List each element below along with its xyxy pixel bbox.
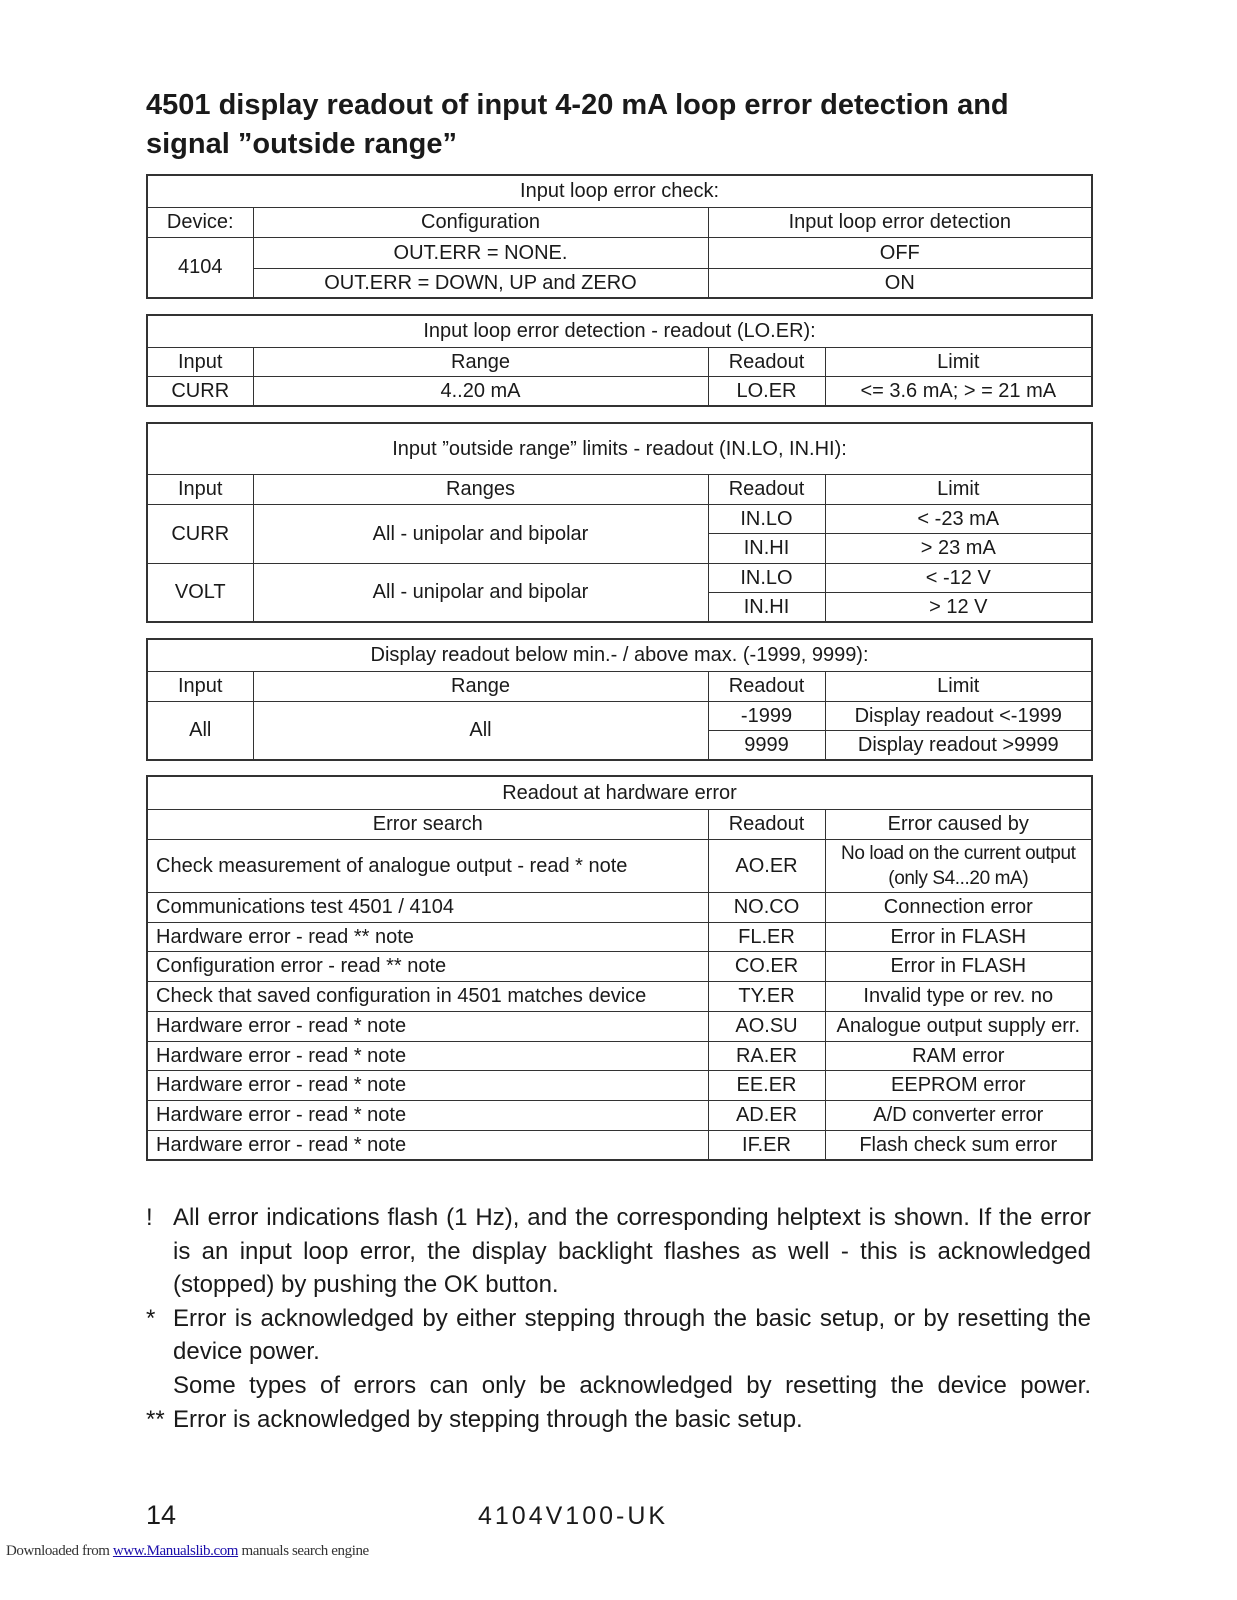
column-header: Input loop error detection [708,207,1092,237]
column-header: Input [147,671,253,701]
cause-cell: Connection error [825,892,1092,922]
table-row [147,951,1092,981]
notes-section [146,1201,1091,1436]
readout-cell: EE.ER [708,1070,825,1100]
download-notice [6,1543,369,1560]
table-caption: Input loop error check: [147,175,1092,207]
column-header: Input [147,474,253,504]
outside-range-table [146,422,1093,623]
note-mark: * [146,1304,156,1332]
detection-cell: OFF [708,237,1092,268]
table-caption: Input ”outside range” limits - readout (IN.LO, IN.HI): [147,423,1092,474]
readout-cell: RA.ER [708,1041,825,1070]
error-search-cell: Hardware error - read * note [147,1011,708,1041]
readout-cell: 9999 [708,730,825,760]
loop-error-readout-table [146,314,1093,407]
table-row [147,981,1092,1011]
column-header: Readout [708,671,825,701]
column-header: Readout [708,347,825,376]
limit-cell: < -12 V [825,563,1092,592]
readout-cell: IN.LO [708,504,825,533]
cause-cell: No load on the current output (only S4...20 mA) [825,839,1092,892]
limit-cell: > 23 mA [825,533,1092,563]
column-header: Readout [708,809,825,839]
readout-cell: IN.LO [708,563,825,592]
column-header: Limit [825,474,1092,504]
error-search-cell: Configuration error - read ** note [147,951,708,981]
column-header: Readout [708,474,825,504]
download-prefix: Downloaded from [6,1543,110,1559]
table-row [147,839,1092,892]
cause-cell: Error in FLASH [825,951,1092,981]
readout-cell: IN.HI [708,592,825,622]
table-row [147,1130,1092,1160]
page-title: 4501 display readout of input 4-20 mA loop error detection and signal ”outside range” [146,89,1009,160]
column-header: Limit [825,671,1092,701]
error-search-cell: Hardware error - read * note [147,1041,708,1070]
column-header: Range [253,347,708,376]
readout-cell: CO.ER [708,951,825,981]
hardware-error-table [146,775,1093,1161]
ranges-cell: All - unipolar and bipolar [253,563,708,622]
table-row [147,922,1092,951]
config-cell: OUT.ERR = NONE. [253,237,708,268]
error-search-cell: Hardware error - read * note [147,1130,708,1160]
loop-error-check-table [146,174,1093,299]
limit-cell: <= 3.6 mA; > = 21 mA [825,376,1092,406]
config-cell: OUT.ERR = DOWN, UP and ZERO [253,268,708,298]
cause-cell: A/D converter error [825,1100,1092,1130]
manualslib-link[interactable]: www.Manualslib.com [112,1543,239,1559]
readout-cell: IN.HI [708,533,825,563]
cause-cell: Analogue output supply err. [825,1011,1092,1041]
limit-cell: < -23 mA [825,504,1092,533]
table-row [147,1100,1092,1130]
note-item [146,1201,1091,1302]
note-item [146,1403,1091,1437]
column-header: Error caused by [825,809,1092,839]
readout-cell: -1999 [708,701,825,730]
readout-cell: LO.ER [708,376,825,406]
table-caption: Display readout below min.- / above max. (-1999, 9999): [147,639,1092,671]
note-item [146,1302,1091,1369]
table-row [147,1041,1092,1070]
page-number: 14 [146,1500,177,1530]
note-mark: ! [146,1204,153,1231]
column-header: Ranges [253,474,708,504]
readout-cell: IF.ER [708,1130,825,1160]
readout-cell: AO.ER [708,839,825,892]
cause-cell: EEPROM error [825,1070,1092,1100]
column-header: Device: [147,207,253,237]
cause-cell: Flash check sum error [825,1130,1092,1160]
range-cell: All [253,701,708,760]
input-cell: VOLT [147,563,253,622]
error-search-cell: Hardware error - read * note [147,1070,708,1100]
column-header: Range [253,671,708,701]
detection-cell: ON [708,268,1092,298]
cause-cell: RAM error [825,1041,1092,1070]
readout-cell: FL.ER [708,922,825,951]
note-text: Error is acknowledged by either stepping through the basic setup, or by resetting the device power. [173,1304,1091,1366]
note-mark: ** [146,1405,165,1433]
note-item [146,1369,1091,1403]
document-id: 4104V100-UK [478,1502,669,1530]
column-header: Input [147,347,253,376]
column-header: Configuration [253,207,708,237]
note-text: Some types of errors can only be acknowledged by resetting the device power. [173,1371,1091,1399]
error-search-cell: Check that saved configuration in 4501 matches device [147,981,708,1011]
ranges-cell: All - unipolar and bipolar [253,504,708,563]
readout-cell: TY.ER [708,981,825,1011]
cause-cell: Error in FLASH [825,922,1092,951]
readout-cell: AD.ER [708,1100,825,1130]
device-cell: 4104 [147,237,253,298]
table-row [147,1070,1092,1100]
range-cell: 4..20 mA [253,376,708,406]
limit-cell: > 12 V [825,592,1092,622]
note-text: All error indications flash (1 Hz), and the corresponding helptext is shown. If the error is an input loop error, the display backlight flashes as well - this is acknowledged (stopped) by pushing the OK button. [173,1204,1091,1299]
column-header: Limit [825,347,1092,376]
error-search-cell: Hardware error - read * note [147,1100,708,1130]
cause-cell: Invalid type or rev. no [825,981,1092,1011]
readout-cell: AO.SU [708,1011,825,1041]
table-caption: Readout at hardware error [147,776,1092,809]
readout-cell: NO.CO [708,892,825,922]
error-search-cell: Check measurement of analogue output - read * note [147,839,708,892]
input-cell: All [147,701,253,760]
download-suffix: manuals search engine [241,1543,369,1559]
table-row [147,892,1092,922]
column-header: Error search [147,809,708,839]
table-row [147,1011,1092,1041]
note-text: Error is acknowledged by stepping through the basic setup. [173,1405,803,1433]
error-search-cell: Communications test 4501 / 4104 [147,892,708,922]
min-max-readout-table [146,638,1093,761]
error-search-cell: Hardware error - read ** note [147,922,708,951]
note-mark [146,1369,173,1403]
input-cell: CURR [147,376,253,406]
table-caption: Input loop error detection - readout (LO.ER): [147,315,1092,347]
limit-cell: Display readout >9999 [825,730,1092,760]
limit-cell: Display readout <-1999 [825,701,1092,730]
input-cell: CURR [147,504,253,563]
